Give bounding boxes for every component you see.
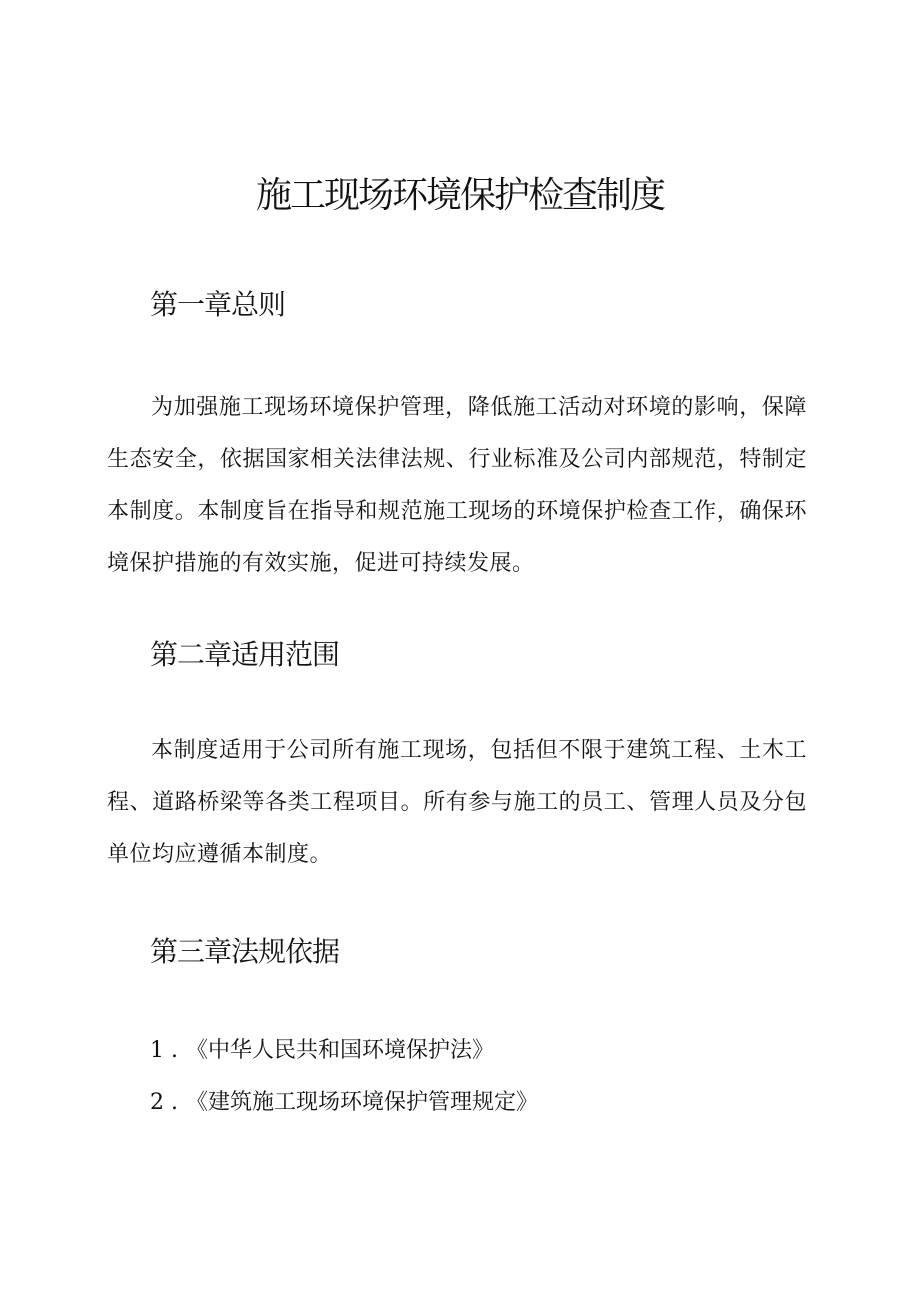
law-item-title: 《中华人民共和国环境保护法》 bbox=[186, 1038, 495, 1063]
law-list-item bbox=[150, 1025, 538, 1077]
law-item-title: 《建筑施工现场环境保护管理规定》 bbox=[186, 1090, 539, 1115]
law-list bbox=[150, 1025, 538, 1129]
law-list-item bbox=[150, 1077, 538, 1129]
chapter-1-paragraph: 为加强施工现场环境保护管理，降低施工活动对环境的影响，保障生态安全，依据国家相关法律法规、行业标准及公司内部规范，特制定本制度。本制度旨在指导和规范施工现场的环境保护检查工作，确保环境保护措施的有效实施，促进可持续发展。 bbox=[107, 395, 807, 576]
document-title: 施工现场环境保护检查制度 bbox=[255, 175, 664, 216]
chapter-1-heading: 第一章总则 bbox=[150, 288, 286, 321]
law-item-number: 2 . bbox=[150, 1090, 178, 1115]
law-item-number: 1 . bbox=[150, 1038, 178, 1063]
chapter-2-paragraph: 本制度适用于公司所有施工现场，包括但不限于建筑工程、土木工程、道路桥梁等各类工程项目。所有参与施工的员工、管理人员及分包单位均应遵循本制度。 bbox=[107, 738, 807, 867]
chapter-2-heading: 第二章适用范围 bbox=[150, 638, 340, 671]
chapter-3-heading: 第三章法规依据 bbox=[150, 935, 340, 968]
